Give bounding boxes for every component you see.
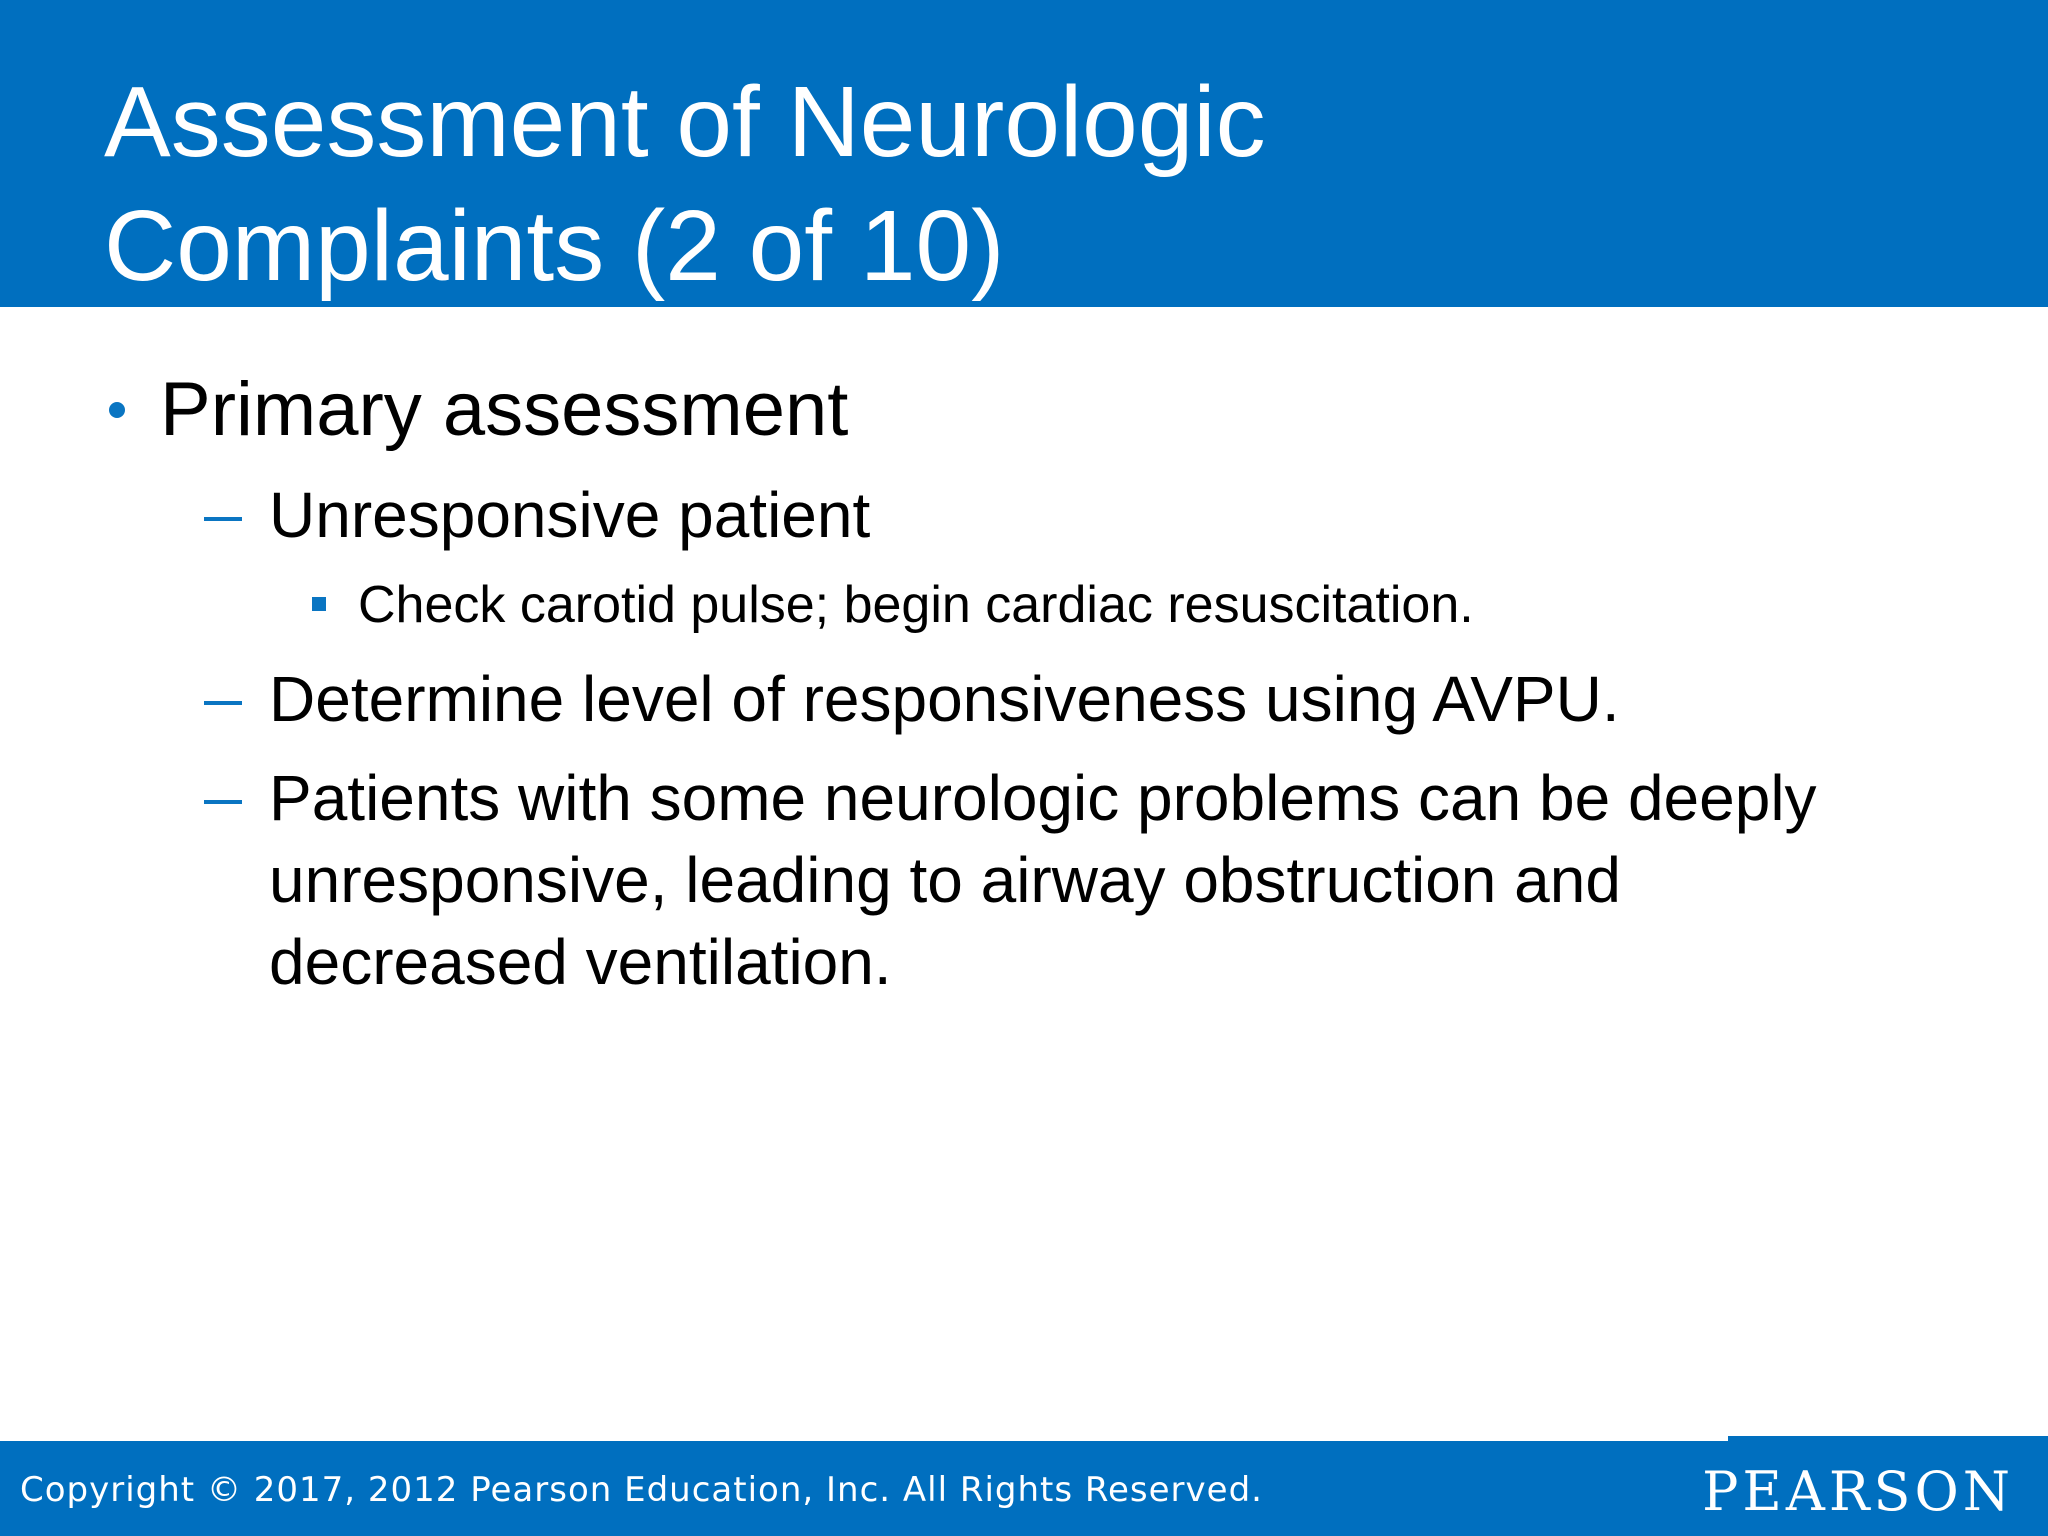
copyright-text: Copyright © 2017, 2012 Pearson Education, Inc. All Rights Reserved. bbox=[20, 1470, 1263, 1510]
dash-icon bbox=[204, 517, 242, 521]
bullet-patients-line-2: unresponsive, leading to airway obstruction and bbox=[269, 844, 1621, 916]
bullet-patients-line-1: Patients with some neurologic problems can be deeply bbox=[269, 762, 1817, 834]
bullet-primary-assessment: Primary assessment bbox=[160, 367, 849, 452]
slide-title-line-2: Complaints (2 of 10) bbox=[104, 190, 1005, 302]
pearson-logo: PEARSON bbox=[1702, 1460, 2014, 1523]
bullet-unresponsive-patient: Unresponsive patient bbox=[269, 479, 871, 551]
dash-icon bbox=[204, 800, 242, 804]
bullet-determine-avpu: Determine level of responsiveness using AVPU. bbox=[269, 663, 1620, 735]
slide-title-line-1: Assessment of Neurologic bbox=[104, 66, 1266, 178]
bullet-check-carotid-pulse: Check carotid pulse; begin cardiac resuscitation. bbox=[358, 576, 1474, 634]
bullet-square-icon bbox=[312, 597, 326, 611]
dash-icon bbox=[204, 701, 242, 705]
bullet-patients-line-3: decreased ventilation. bbox=[269, 926, 892, 998]
bullet-dot-icon bbox=[109, 402, 125, 418]
